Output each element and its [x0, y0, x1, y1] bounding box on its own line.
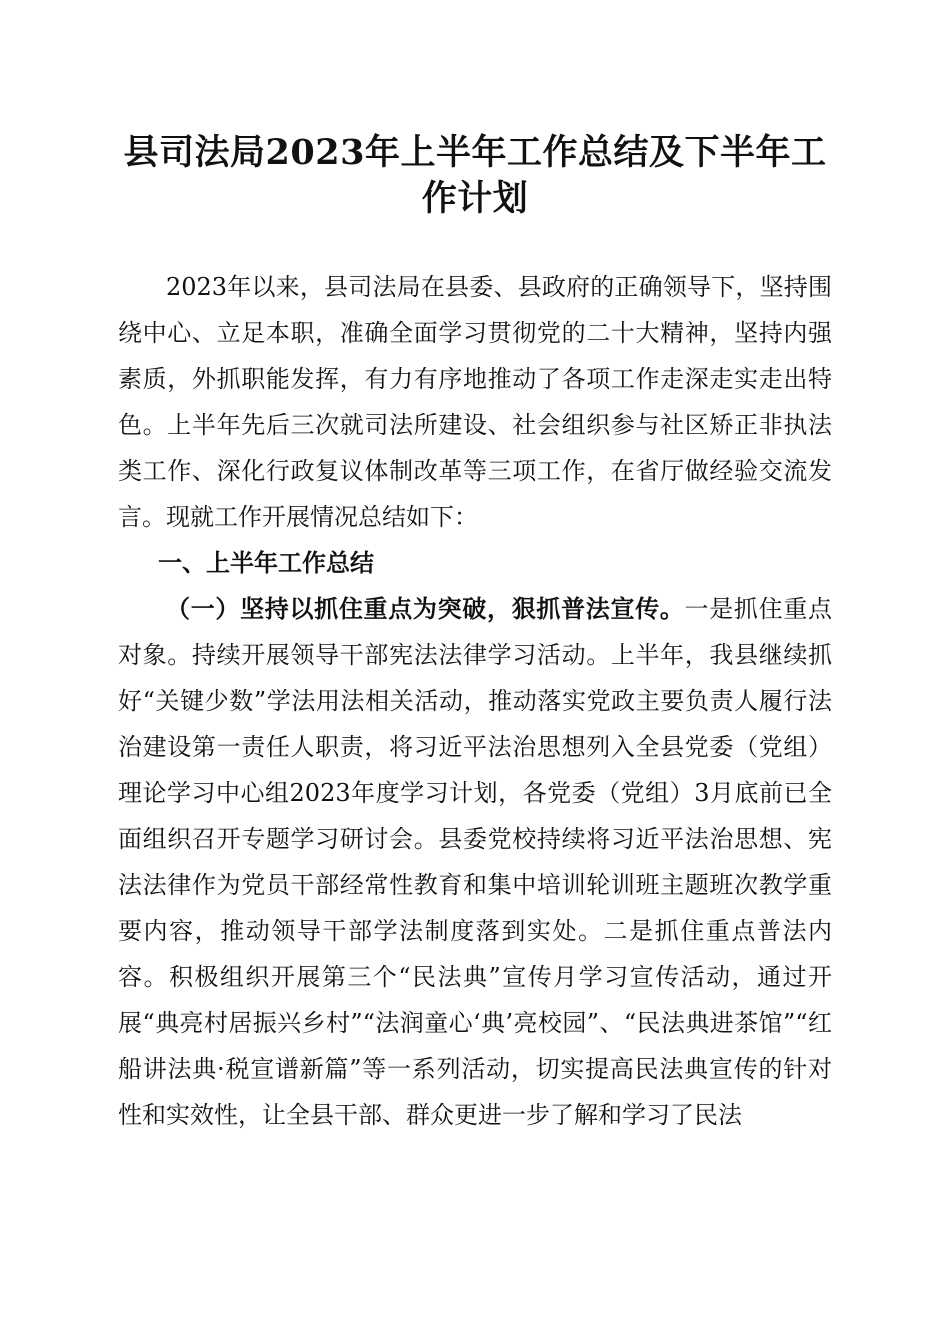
- intro-paragraph: 2023年以来，县司法局在县委、县政府的正确领导下，坚持围绕中心、立足本职，准确全面学习贯彻党的二十大精神，坚持内强素质，外抓职能发挥，有力有序地推动了各项工作走深走实走出特色。上半年先后三次就司法所建设、社会组织参与社区矫正非执法类工作、深化行政复议体制改革等三项工作，在省厅做经验交流发言。现就工作开展情况总结如下：: [118, 273, 832, 531]
- document-title: 县司法局2023年上半年工作总结及下半年工作计划: [123, 132, 827, 219]
- document-body: [118, 264, 832, 1138]
- subsection-paragraph: [118, 586, 832, 1138]
- section-heading: 一、上半年工作总结: [158, 549, 374, 577]
- subsection-lead: （一）坚持以抓住重点为突破，狠抓普法宣传。: [166, 594, 685, 623]
- subsection-body: 一是抓住重点对象。持续开展领导干部宪法法律学习活动。上半年，我县继续抓好“关键少数”学法用法相关活动，推动落实党政主要负责人履行法治建设第一责任人职责，将习近平法治思想列入全县党委（党组）理论学习中心组2023年度学习计划，各党委（党组）3月底前已全面组织召开专题学习研讨会。县委党校持续将习近平法治思想、宪法法律作为党员干部经常性教育和集中培训轮训班主题班次教学重要内容，推动领导干部学法制度落到实处。二是抓住重点普法内容。积极组织开展第三个“民法典”宣传月学习宣传活动，通过开展“典亮村居振兴乡村”“法润童心‘典’亮校园”、“民法典进茶馆”“红船讲法典·税宣谱新篇”等一系列活动，切实提高民法典宣传的针对性和实效性，让全县干部、群众更进一步了解和学习了民法: [118, 595, 833, 1129]
